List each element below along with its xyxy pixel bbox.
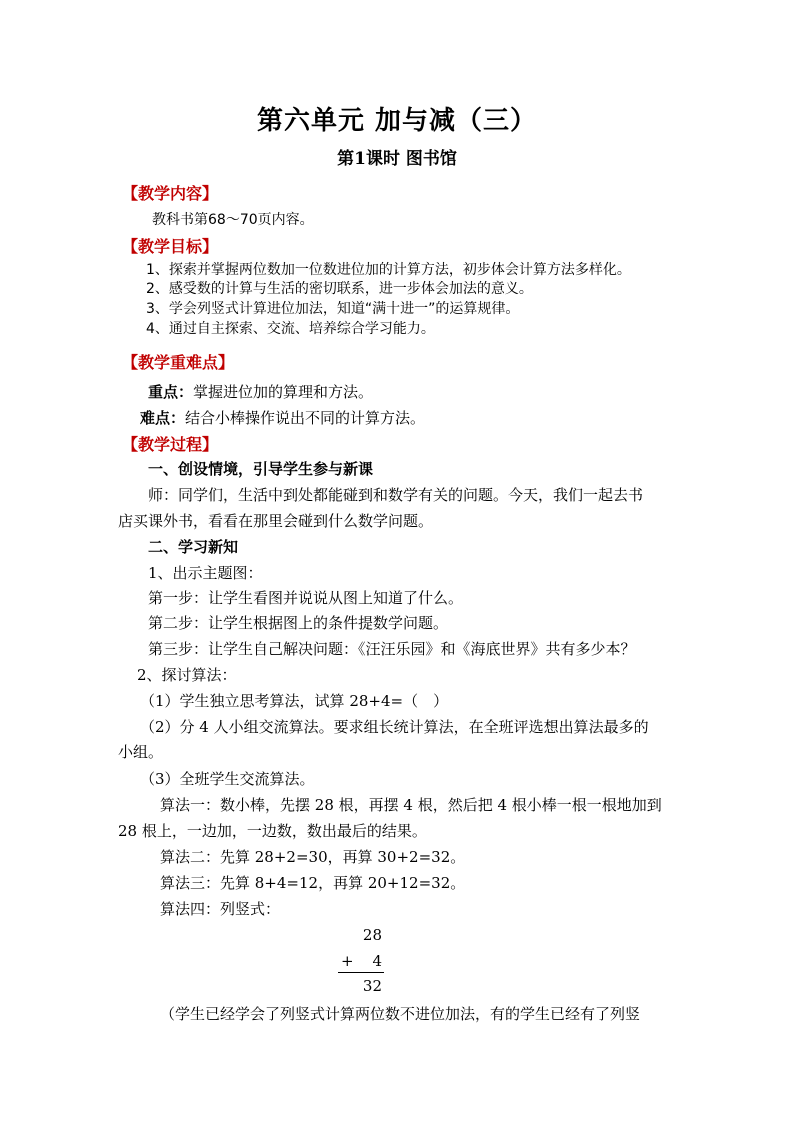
key-point-label: 重点： [148,383,194,401]
difficulty-text: 结合小棒操作说出不同的计算方法。 [185,409,426,427]
section-header-content: 【教学内容】 [122,184,219,203]
goal-item: 1、探索并掌握两位数加一位数进位加的计算方法，初步体会计算方法多样化。 [146,262,631,278]
explore-item: （2）分 4 人小组交流算法。要求组长统计算法，在全班评选想出算法最多的 [140,718,649,736]
vertical-result: 32 [362,977,382,995]
vertical-plus-sign: + [341,952,354,970]
explore-item: （1）学生独立思考算法，试算 28+4=（ ） [140,692,449,710]
method-line: 算法三：先算 8+4=12，再算 20+12=32。 [160,874,466,892]
explore-title: 2、探讨算法： [137,666,237,684]
content-text: 教科书第68～70页内容。 [152,212,314,228]
method-line: 算法一：数小棒，先摆 28 根，再摆 4 根，然后把 4 根小棒一根一根地加到 [160,796,662,814]
method-line: 算法四：列竖式： [160,900,281,918]
key-point-line [148,381,373,402]
part1-paragraph-line: 店买课外书，看看在那里会碰到什么数学问题。 [118,512,434,530]
section-header-keypoints: 【教学重难点】 [122,353,235,372]
difficulty-label: 难点： [140,409,186,427]
lesson-subtitle: 第1课时 图书馆 [337,149,457,169]
part2-title: 二、学习新知 [148,538,239,556]
page-title: 第六单元 加与减（三） [256,106,538,136]
show-picture-line: 1、出示主题图： [148,564,263,582]
section-header-goals: 【教学目标】 [122,237,219,256]
step-line: 第一步：让学生看图并说说从图上知道了什么。 [148,589,464,607]
vertical-sum-line [338,972,384,973]
vertical-addend: 4 [372,952,382,970]
key-point-text: 掌握进位加的算理和方法。 [193,383,374,401]
method-line: 算法二：先算 28+2=30，再算 30+2=32。 [160,848,466,866]
goal-item: 2、感受数的计算与生活的密切联系，进一步体会加法的意义。 [146,281,533,297]
goal-item: 4、通过自主探索、交流、培养综合学习能力。 [146,321,435,337]
explore-item-continued: 小组。 [118,743,164,761]
difficulty-line [140,407,425,428]
part1-title: 一、创设情境，引导学生参与新课 [148,460,374,478]
note-line: （学生已经学会了列竖式计算两位数不进位加法，有的学生已经有了列竖 [160,1005,641,1023]
explore-item: （3）全班学生交流算法。 [140,770,315,788]
step-line: 第三步：让学生自己解决问题：《汪汪乐园》和《海底世界》共有多少本？ [148,640,636,658]
vertical-top-number: 28 [362,926,382,944]
goal-item: 3、学会列竖式计算进位加法，知道“满十进一”的运算规律。 [146,301,520,317]
method-line-continued: 28 根上，一边加，一边数，数出最后的结果。 [118,822,427,840]
step-line: 第二步：让学生根据图上的条件提数学问题。 [148,614,449,632]
section-header-process: 【教学过程】 [122,435,219,454]
part1-paragraph-line: 师：同学们，生活中到处都能碰到和数学有关的问题。今天，我们一起去书 [148,486,644,504]
